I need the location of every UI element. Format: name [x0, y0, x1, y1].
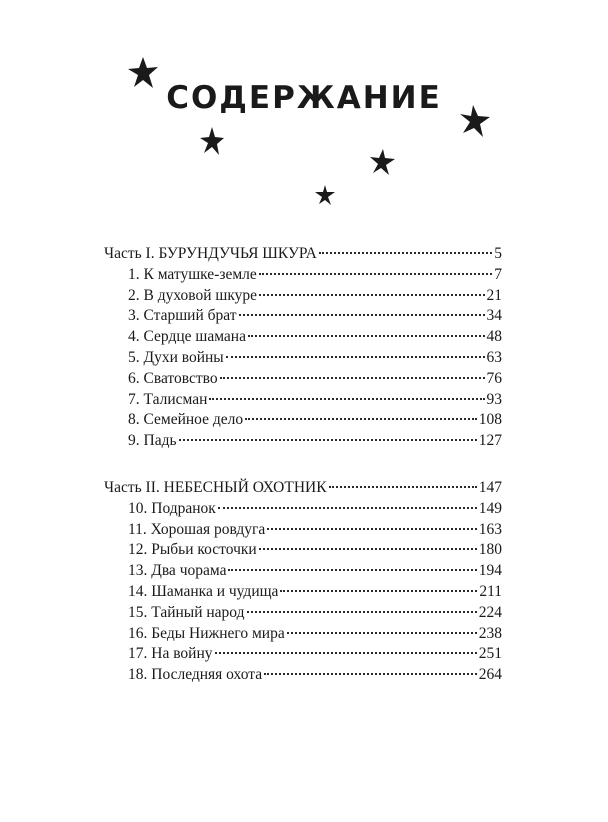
toc-entry-label: 18. Последняя охота [128, 666, 263, 684]
dot-leader [259, 272, 492, 275]
toc-entry-page: 63 [486, 348, 502, 366]
toc-chapter [104, 624, 502, 645]
toc-chapter [104, 348, 502, 369]
toc-entry-label: 9. Падь [128, 432, 177, 450]
dot-leader [259, 547, 477, 550]
toc-chapter [104, 499, 502, 520]
toc-entry-page: 93 [486, 390, 502, 408]
toc-chapter [104, 603, 502, 624]
toc-entry-page: 211 [479, 582, 502, 600]
toc-entry-page: 147 [478, 479, 502, 496]
toc-entry-page: 76 [486, 369, 502, 387]
toc-entry-label: 3. Старший брат [128, 307, 237, 325]
toc-chapter [104, 582, 502, 603]
toc-chapter [104, 369, 502, 390]
toc-entry-page: 180 [478, 541, 502, 559]
toc-entry-page: 48 [486, 328, 502, 346]
toc-chapter [104, 644, 502, 665]
dot-leader [228, 568, 476, 571]
dot-leader [209, 397, 484, 400]
toc-chapter [104, 286, 502, 307]
toc-entry-page: 149 [478, 499, 502, 517]
toc-entry-label: 11. Хорошая ровдуга [128, 520, 266, 538]
dot-leader [329, 485, 477, 488]
toc-part-heading [104, 244, 502, 265]
toc-entry-page: 34 [486, 307, 502, 325]
star-icon [314, 184, 336, 206]
toc-entry-page: 127 [478, 432, 502, 450]
toc-entry-page: 7 [494, 265, 502, 283]
page-title: СОДЕРЖАНИЕ [166, 80, 442, 116]
dot-leader [220, 376, 485, 379]
dot-leader [245, 417, 477, 420]
dot-leader [239, 313, 485, 316]
toc-chapter [104, 390, 502, 411]
toc-entry-page: 238 [478, 624, 502, 642]
dot-leader [264, 672, 477, 675]
toc-chapter [104, 520, 502, 541]
toc-entry-label: 14. Шаманка и чудища [128, 582, 279, 600]
toc-entry-label: Часть I. БУРУНДУЧЬЯ ШКУРА [104, 245, 317, 262]
toc-chapter [104, 265, 502, 286]
star-icon [198, 126, 226, 156]
toc-entry-label: 4. Сердце шамана [128, 328, 246, 346]
toc-part-1 [104, 244, 502, 452]
toc-entry-label: 13. Два чорама [128, 562, 227, 580]
toc-entry-label: 5. Духи войны [128, 348, 224, 366]
toc-chapter [104, 431, 502, 452]
toc-entry-label: 17. На войну [128, 645, 213, 663]
dot-leader [215, 651, 477, 654]
dot-leader [226, 355, 485, 358]
toc-entry-page: 251 [478, 645, 502, 663]
toc-entry-label: 1. К матушке-земле [128, 265, 257, 283]
dot-leader [280, 589, 477, 592]
dot-leader [218, 506, 477, 509]
toc-chapter [104, 306, 502, 327]
toc-entry-label: 7. Талисман [128, 390, 208, 408]
toc-entry-page: 108 [478, 411, 502, 429]
toc-entry-label: 10. Подранок [128, 499, 216, 517]
toc-entry-page: 163 [478, 520, 502, 538]
toc-entry-label: 2. В духовой шкуре [128, 286, 258, 304]
toc-chapter [104, 665, 502, 686]
dot-leader [247, 610, 477, 613]
toc-chapter [104, 540, 502, 561]
toc-entry-page: 5 [494, 245, 502, 262]
toc-entry-label: 15. Тайный народ [128, 603, 245, 621]
dot-leader [248, 334, 485, 337]
toc-part-heading [104, 478, 502, 499]
dot-leader [287, 631, 477, 634]
toc-entry-label: Часть II. НЕБЕСНЫЙ ОХОТНИК [104, 479, 327, 496]
toc-chapter [104, 327, 502, 348]
dot-leader [319, 251, 492, 254]
toc-entry-label: 6. Сватовство [128, 369, 218, 387]
toc-chapter [104, 561, 502, 582]
dot-leader [259, 293, 484, 296]
toc-entry-page: 264 [478, 666, 502, 684]
toc-part-2 [104, 478, 502, 686]
toc-entry-page: 224 [478, 603, 502, 621]
toc-chapter [104, 410, 502, 431]
toc-entry-label: 8. Семейное дело [128, 411, 244, 429]
dot-leader [267, 527, 476, 530]
dot-leader [179, 438, 477, 441]
toc-entry-page: 194 [478, 562, 502, 580]
star-icon [368, 148, 396, 176]
toc-entry-label: 16. Беды Нижнего мира [128, 624, 285, 642]
toc-entry-page: 21 [486, 286, 502, 304]
toc-entry-label: 12. Рыбьи косточки [128, 541, 257, 559]
